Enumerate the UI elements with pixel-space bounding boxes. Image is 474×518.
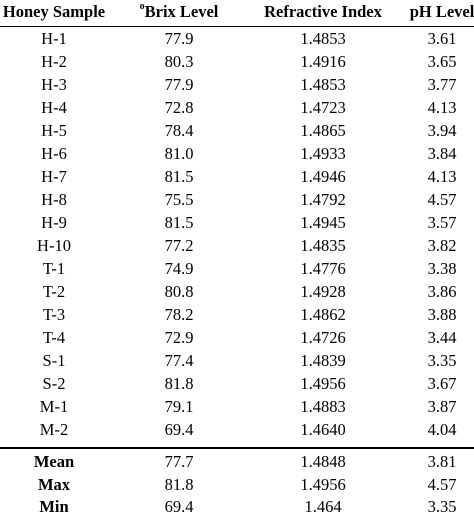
summary-label-cell: Max [37, 474, 71, 494]
ph-cell: 4.57 [427, 474, 457, 494]
brix-cell: 81.0 [164, 143, 194, 163]
table-row [0, 373, 474, 395]
table-row [0, 74, 474, 96]
refractive-index-cell: 1.4946 [300, 166, 346, 186]
sample-cell: H-8 [41, 189, 67, 209]
brix-cell: 69.4 [164, 497, 194, 516]
sample-cell: H-5 [41, 120, 67, 140]
refractive-index-cell: 1.4726 [300, 328, 346, 348]
refractive-index-cell: 1.464 [304, 497, 342, 516]
table-row [0, 97, 474, 119]
brix-cell: 80.8 [164, 282, 194, 302]
table-row [0, 304, 474, 326]
brix-cell: 77.4 [164, 351, 194, 371]
summary-divider [0, 447, 474, 449]
refractive-index-cell: 1.4776 [300, 259, 346, 278]
brix-cell: 77.9 [164, 28, 194, 48]
sample-cell: H-7 [41, 166, 67, 186]
brix-cell: 81.5 [164, 212, 194, 232]
ph-cell: 3.65 [427, 51, 457, 71]
ph-cell: 3.35 [427, 351, 457, 371]
table-row [0, 235, 474, 257]
ph-cell: 3.88 [427, 305, 457, 325]
refractive-index-cell: 1.4853 [300, 74, 346, 94]
ph-cell: 3.86 [427, 282, 457, 302]
sample-cell: M-1 [39, 397, 69, 417]
refractive-index-cell: 1.4916 [300, 51, 346, 71]
brix-cell: 77.9 [164, 74, 194, 94]
brix-cell: 80.3 [164, 51, 194, 71]
refractive-index-cell: 1.4956 [300, 474, 346, 494]
table-row [0, 258, 474, 280]
brix-cell: 75.5 [164, 189, 194, 209]
refractive-index-cell: 1.4792 [300, 189, 346, 209]
ph-cell: 3.44 [427, 328, 457, 348]
refractive-index-cell: 1.4865 [300, 120, 346, 140]
brix-cell: 78.2 [164, 305, 194, 325]
refractive-index-cell: 1.4928 [300, 282, 346, 302]
summary-row [0, 496, 474, 518]
brix-cell: 81.5 [164, 166, 194, 186]
table-row [0, 189, 474, 211]
refractive-index-cell: 1.4640 [300, 420, 346, 440]
table-row [0, 120, 474, 142]
refractive-index-cell: 1.4853 [300, 28, 346, 48]
ph-cell: 3.81 [427, 452, 457, 471]
brix-cell: 78.4 [164, 120, 194, 140]
ph-cell: 3.38 [427, 259, 457, 278]
summary-label-cell: Min [39, 497, 69, 516]
sample-cell: T-3 [42, 305, 66, 325]
header-ph-level: pH Level [409, 2, 474, 21]
sample-cell: H-3 [41, 74, 67, 94]
sample-cell: H-10 [37, 235, 71, 255]
table-row [0, 51, 474, 73]
ph-cell: 4.04 [427, 420, 457, 440]
sample-cell: S-2 [42, 374, 66, 394]
summary-row [0, 474, 474, 496]
brix-cell: 74.9 [164, 259, 194, 278]
refractive-index-cell: 1.4835 [300, 235, 346, 255]
refractive-index-cell: 1.4723 [300, 97, 346, 117]
refractive-index-cell: 1.4862 [300, 305, 346, 325]
header-brix-text: Brix Level [144, 2, 219, 21]
sample-cell: H-1 [41, 28, 67, 48]
ph-cell: 3.82 [427, 235, 457, 255]
sample-cell: H-6 [41, 143, 67, 163]
table-header-row [0, 1, 474, 23]
header-brix-level [131, 1, 227, 23]
ph-cell: 3.84 [427, 143, 457, 163]
refractive-index-cell: 1.4933 [300, 143, 346, 163]
ph-cell: 3.35 [427, 497, 457, 516]
sample-cell: M-2 [39, 420, 69, 440]
ph-cell: 4.13 [427, 97, 457, 117]
refractive-index-cell: 1.4956 [300, 374, 346, 394]
header-refractive-index: Refractive Index [264, 2, 382, 21]
sample-cell: H-9 [41, 212, 67, 232]
brix-cell: 81.8 [164, 474, 194, 494]
brix-cell: 81.8 [164, 374, 194, 394]
refractive-index-cell: 1.4945 [300, 212, 346, 232]
ph-cell: 3.67 [427, 374, 457, 394]
ph-cell: 3.94 [427, 120, 457, 140]
ph-cell: 3.77 [427, 74, 457, 94]
table-row [0, 212, 474, 234]
sample-cell: H-4 [41, 97, 67, 117]
sample-cell: T-1 [42, 259, 66, 278]
brix-cell: 69.4 [164, 420, 194, 440]
brix-cell: 72.9 [164, 328, 194, 348]
table-row [0, 350, 474, 372]
ph-cell: 3.57 [427, 212, 457, 232]
summary-row [0, 451, 474, 473]
refractive-index-cell: 1.4883 [300, 397, 346, 417]
sample-cell: T-2 [42, 282, 66, 302]
table-row [0, 327, 474, 349]
brix-cell: 72.8 [164, 97, 194, 117]
ph-cell: 3.87 [427, 397, 457, 417]
brix-cell: 77.7 [164, 452, 194, 471]
brix-cell: 77.2 [164, 235, 194, 255]
table-row [0, 396, 474, 418]
sample-cell: T-4 [42, 328, 66, 348]
table-row [0, 143, 474, 165]
table-row [0, 28, 474, 50]
header-brix-degree: o [139, 1, 145, 12]
ph-cell: 4.13 [427, 166, 457, 186]
table-row [0, 281, 474, 303]
sample-cell: H-2 [41, 51, 67, 71]
sample-cell: S-1 [42, 351, 66, 371]
refractive-index-cell: 1.4839 [300, 351, 346, 371]
ph-cell: 3.61 [427, 28, 457, 48]
table-row [0, 166, 474, 188]
summary-label-cell: Mean [33, 452, 75, 471]
brix-cell: 79.1 [164, 397, 194, 417]
table-row [0, 419, 474, 441]
refractive-index-cell: 1.4848 [300, 452, 346, 471]
ph-cell: 4.57 [427, 189, 457, 209]
header-honey-sample: Honey Sample [2, 2, 106, 21]
